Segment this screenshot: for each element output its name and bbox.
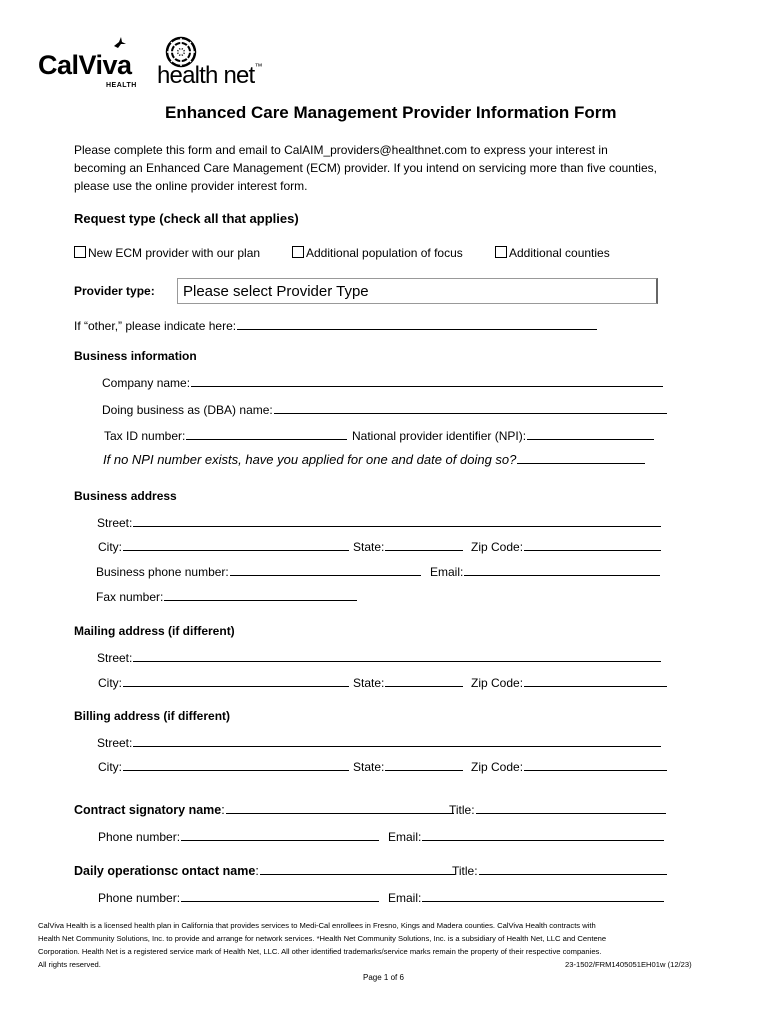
npi-question-field[interactable]: If no NPI number exists, have you applied for one and date of doing so? xyxy=(103,452,645,467)
npi-field[interactable]: National provider identifier (NPI): xyxy=(352,428,654,443)
contract-title-field[interactable]: Title: xyxy=(449,802,666,817)
billing-address-heading: Billing address (if different) xyxy=(74,709,231,723)
contract-phone-field[interactable]: Phone number: xyxy=(98,829,379,844)
footer-line-2: Health Net Community Solutions, Inc. to provide and arrange for network services. *Health Net Community Solutions, Inc. is a subsidiary of Health Net, LLC and Centene xyxy=(38,934,607,943)
mailing-address-heading: Mailing address (if different) xyxy=(74,624,235,638)
request-option-population[interactable]: Additional population of focus xyxy=(292,246,463,260)
billing-zip-field[interactable]: Zip Code: xyxy=(471,759,667,774)
mailing-city-input[interactable] xyxy=(123,675,349,687)
mailing-street-field[interactable]: Street: xyxy=(97,650,661,665)
intro-line-2: becoming an Enhanced Care Management (ECM) provider. If you intend on servicing more than five counties, xyxy=(74,161,657,175)
daily-title-input[interactable] xyxy=(479,863,667,875)
billing-zip-input[interactable] xyxy=(524,759,667,771)
mailing-state-field[interactable]: State: xyxy=(353,675,463,690)
checkbox[interactable] xyxy=(74,246,86,258)
business-zip-field[interactable]: Zip Code: xyxy=(471,539,661,554)
business-city-input[interactable] xyxy=(123,539,349,551)
request-type-heading: Request type (check all that applies) xyxy=(74,211,299,226)
checkbox[interactable] xyxy=(292,246,304,258)
healthnet-logo-text: health net xyxy=(157,62,255,89)
dba-name-field[interactable]: Doing business as (DBA) name: xyxy=(102,402,667,417)
npi-input[interactable] xyxy=(527,428,654,440)
provider-type-label: Provider type: xyxy=(74,284,155,298)
contract-email-input[interactable] xyxy=(422,829,664,841)
daily-email-input[interactable] xyxy=(422,890,664,902)
business-state-input[interactable] xyxy=(385,539,463,551)
daily-phone-input[interactable] xyxy=(181,890,379,902)
contract-title-input[interactable] xyxy=(476,802,666,814)
daily-operations-field[interactable]: Daily operationsc ontact name: xyxy=(74,863,455,878)
billing-city-input[interactable] xyxy=(123,759,349,771)
page-number: Page 1 of 6 xyxy=(363,973,404,982)
daily-title-field[interactable]: Title: xyxy=(452,863,667,878)
npi-question-input[interactable] xyxy=(517,452,645,464)
daily-email-field[interactable]: Email: xyxy=(388,890,664,905)
other-input-line[interactable] xyxy=(237,318,597,330)
calviva-logo-text: CalViva xyxy=(38,50,132,80)
company-name-field[interactable]: Company name: xyxy=(102,375,663,390)
business-fax-field[interactable]: Fax number: xyxy=(96,589,357,604)
business-zip-input[interactable] xyxy=(524,539,661,551)
billing-city-field[interactable]: City: xyxy=(98,759,349,774)
contract-signatory-field[interactable]: Contract signatory name: xyxy=(74,802,454,817)
daily-operations-input[interactable] xyxy=(260,863,455,875)
business-state-field[interactable]: State: xyxy=(353,539,463,554)
business-phone-input[interactable] xyxy=(230,564,421,576)
trademark-mark: ™ xyxy=(254,62,263,71)
business-address-heading: Business address xyxy=(74,489,177,503)
contract-signatory-input[interactable] xyxy=(226,802,454,814)
footer-line-3: Corporation. Health Net is a registered service mark of Health Net, LLC. All other identified trademarks/service marks remain the property of their respective companies. xyxy=(38,947,602,956)
business-street-field[interactable]: Street: xyxy=(97,515,661,530)
billing-state-input[interactable] xyxy=(385,759,463,771)
billing-street-field[interactable]: Street: xyxy=(97,735,661,750)
billing-street-input[interactable] xyxy=(133,735,661,747)
request-option-new-provider[interactable]: New ECM provider with our plan xyxy=(74,246,260,260)
mailing-state-input[interactable] xyxy=(385,675,463,687)
tax-id-field[interactable]: Tax ID number: xyxy=(104,428,347,443)
mailing-street-input[interactable] xyxy=(133,650,661,662)
footer-rights: All rights reserved. xyxy=(38,960,101,969)
contract-phone-input[interactable] xyxy=(181,829,379,841)
business-city-field[interactable]: City: xyxy=(98,539,349,554)
page-title: Enhanced Care Management Provider Information Form xyxy=(165,103,617,122)
company-name-input[interactable] xyxy=(191,375,663,387)
business-email-field[interactable]: Email: xyxy=(430,564,660,579)
mailing-city-field[interactable]: City: xyxy=(98,675,349,690)
intro-line-1: Please complete this form and email to CalAIM_providers@healthnet.com to express your interest in xyxy=(74,143,608,157)
business-phone-field[interactable]: Business phone number: xyxy=(96,564,421,579)
footer-form-code: 23-1502/FRM1405051EH01w (12/23) xyxy=(565,960,692,969)
tax-id-input[interactable] xyxy=(186,428,347,440)
mailing-zip-field[interactable]: Zip Code: xyxy=(471,675,667,690)
dba-name-input[interactable] xyxy=(274,402,667,414)
billing-state-field[interactable]: State: xyxy=(353,759,463,774)
request-option-counties[interactable]: Additional counties xyxy=(495,246,610,260)
contract-email-field[interactable]: Email: xyxy=(388,829,664,844)
business-info-heading: Business information xyxy=(74,349,197,363)
calviva-health-subtext: HEALTH xyxy=(106,82,137,89)
healthnet-logo xyxy=(157,62,262,90)
calviva-logo xyxy=(38,50,132,81)
business-fax-input[interactable] xyxy=(164,589,357,601)
provider-type-placeholder: Please select Provider Type xyxy=(183,283,369,300)
daily-phone-field[interactable]: Phone number: xyxy=(98,890,379,905)
intro-line-3: please use the online provider interest form. xyxy=(74,179,308,193)
business-street-input[interactable] xyxy=(133,515,661,527)
business-email-input[interactable] xyxy=(464,564,660,576)
provider-type-select[interactable] xyxy=(177,278,658,304)
bird-icon xyxy=(113,37,127,49)
checkbox[interactable] xyxy=(495,246,507,258)
footer-line-1: CalViva Health is a licensed health plan in California that provides services to Medi-Cal enrollees in Fresno, Kings and Madera counties. CalViva Health contracts with xyxy=(38,921,596,930)
other-field[interactable]: If “other,” please indicate here: xyxy=(74,318,597,333)
mailing-zip-input[interactable] xyxy=(524,675,667,687)
